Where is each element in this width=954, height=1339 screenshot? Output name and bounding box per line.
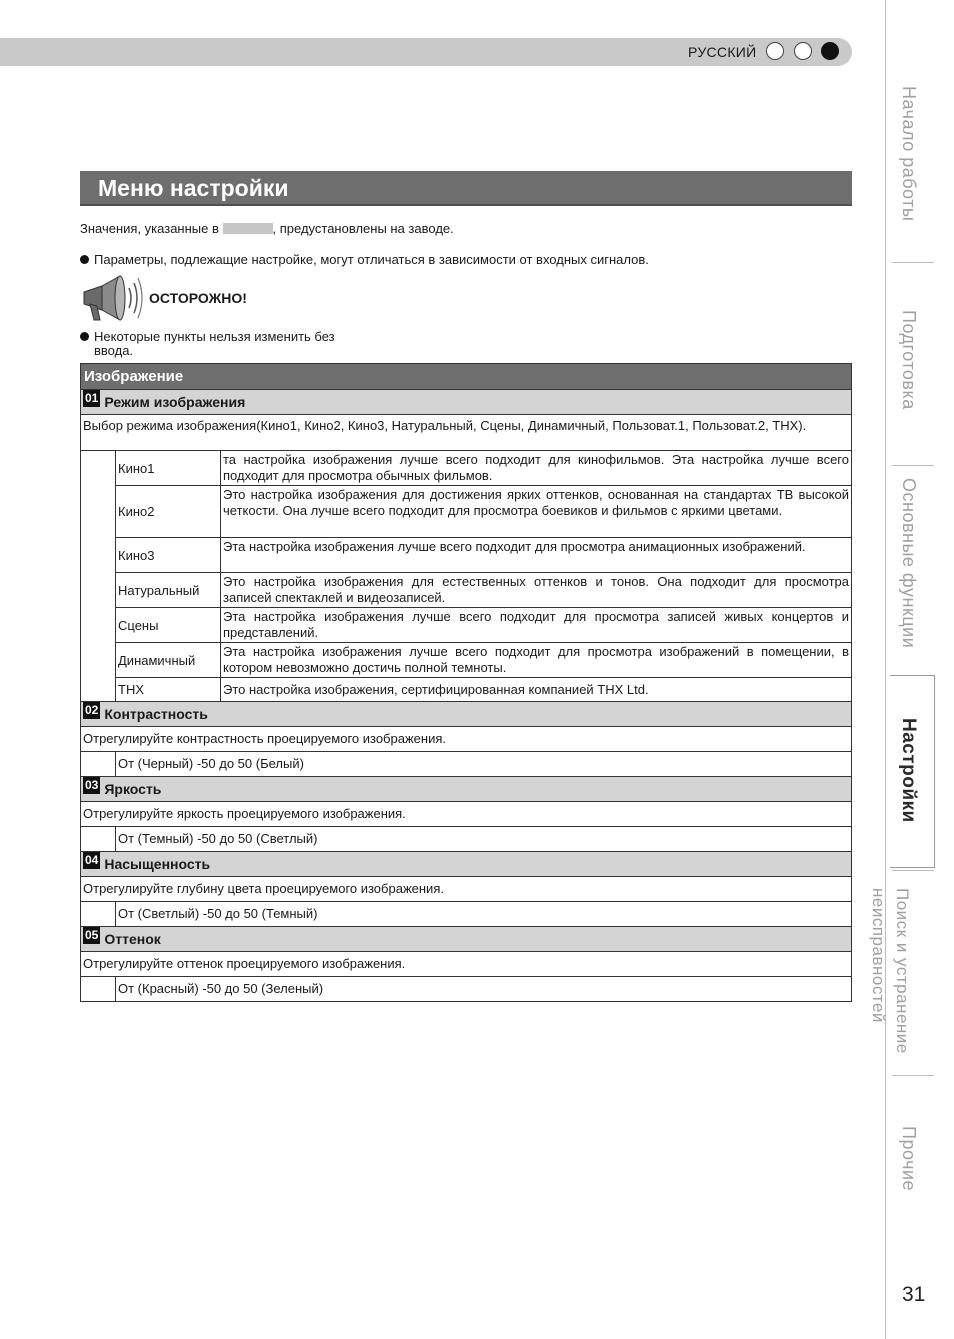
tab-troubleshooting[interactable]: Поиск и устранение неисправностей (869, 888, 912, 1054)
page-title: Меню настройки (98, 175, 289, 201)
range-row: От (Красный) -50 до 50 (Зеленый) (81, 976, 851, 1001)
item-header-picture-mode: 01 Режим изображения (81, 389, 851, 414)
option-row: Натуральный Это настройка изображения для естественных оттенков и тонов. Она подходит для просмотра записей спектаклей и видеозаписей. (118, 574, 849, 605)
chapter-sidebar (885, 0, 954, 1339)
options-table (81, 450, 851, 701)
caution-label: ОСТОРОЖНО! (149, 290, 247, 306)
item-header-brightness: 03 Яркость (81, 776, 851, 801)
page-title-bar (80, 171, 852, 206)
option-row: Кино2 Это настройка изображения для достижения ярких оттенков, основанная на стандартах ТВ высокой четкости. Она лучше всего подходит для просмотра боевиков и фильмов с яркими цветами. (116, 485, 851, 537)
page-number: 31 (902, 1283, 926, 1306)
bullet-icon (80, 255, 89, 264)
range-row: От (Темный) -50 до 50 (Светлый) (81, 826, 851, 851)
item-header-contrast: 02 Контрастность (81, 701, 851, 726)
settings-table (80, 363, 852, 1002)
item-header-saturation: 04 Насыщенность (81, 851, 851, 876)
item-description: Отрегулируйте яркость проецируемого изображения. (81, 801, 851, 826)
option-row: Динамичный Эта настройка изображения лучше всего подходит для просмотра изображений в помещении, в котором невозможно достичь полной темноты. (118, 644, 849, 675)
tab-settings[interactable]: Настройки (898, 718, 919, 823)
caution-note: Некоторые пункты нельзя изменить без ввода. (80, 330, 370, 358)
params-note: Параметры, подлежащие настройке, могут отличаться в зависимости от входных сигналов. (80, 252, 649, 267)
language-indicator-empty-2 (794, 42, 812, 60)
tab-preparation[interactable]: Подготовка (899, 310, 919, 410)
item-header-tint: 05 Оттенок (81, 926, 851, 951)
option-row: Кино3 Эта настройка изображения лучше всего подходит для просмотра анимационных изображений. (116, 537, 851, 572)
tab-getting-started[interactable]: Начало работы (899, 86, 919, 222)
item-description: Отрегулируйте контрастность проецируемого изображения. (81, 726, 851, 751)
item-description: Выбор режима изображения(Кино1, Кино2, Кино3, Натуральный, Сцены, Динамичный, Пользоват.1, Пользоват.2, THX). (81, 414, 851, 450)
item-description: Отрегулируйте глубину цвета проецируемого изображения. (81, 876, 851, 901)
option-row: THX Это настройка изображения, сертифицированная компанией THX Ltd. (116, 677, 851, 701)
option-row: Сцены Эта настройка изображения лучше всего подходит для просмотра записей живых концертов и представлений. (118, 609, 849, 640)
language-label: РУССКИЙ (688, 44, 757, 60)
factory-default-note: Значения, указанные в , предустановлены на заводе. (80, 221, 454, 236)
language-indicator-filled (821, 42, 839, 60)
tab-others[interactable]: Прочие (899, 1126, 919, 1192)
item-description: Отрегулируйте оттенок проецируемого изображения. (81, 951, 851, 976)
option-row: Кино1 та настройка изображения лучше всего подходит для кинофильмов. Эта настройка лучше всего подходит для просмотра обычных фильмов. (118, 452, 849, 483)
language-indicator-empty-1 (766, 42, 784, 60)
category-header: Изображение (81, 364, 851, 389)
factory-default-swatch (223, 223, 273, 234)
megaphone-icon (80, 272, 144, 324)
range-row: От (Светлый) -50 до 50 (Темный) (81, 901, 851, 926)
range-row: От (Черный) -50 до 50 (Белый) (81, 751, 851, 776)
bullet-icon (80, 332, 89, 341)
tab-basic-functions[interactable]: Основные функции (899, 478, 919, 649)
